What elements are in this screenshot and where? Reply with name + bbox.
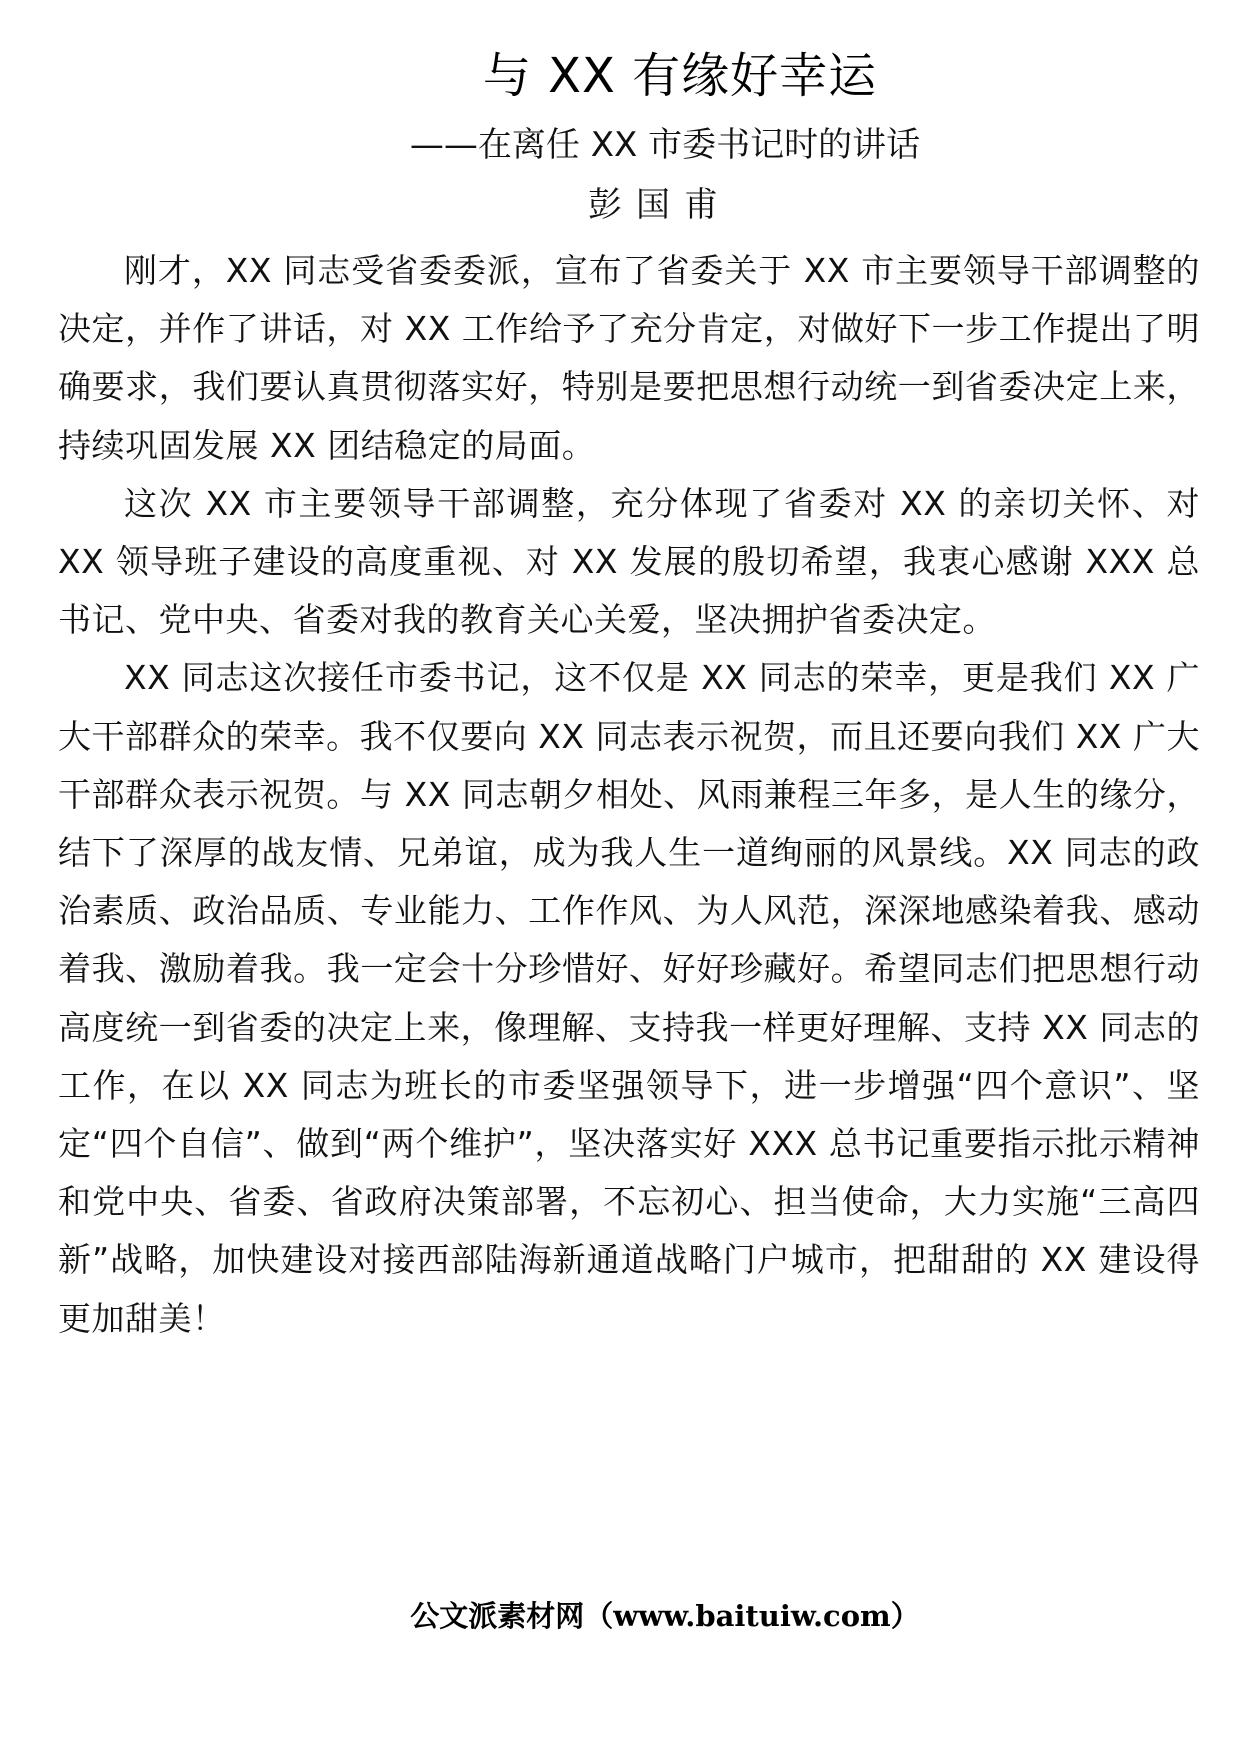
paragraph-3: XX 同志这次接任市委书记，这不仅是 XX 同志的荣幸，更是我们 XX 广大干部群众的荣幸。我不仅要向 XX 同志表示祝贺，而且还要向我们 XX 广大干部群众表示祝贺。与 XX 同志朝夕相处、风雨兼程三年多，是人生的缘分，结下了深厚的战友情、兄弟谊，成为我人生一道绚丽的风景线。XX 同志的政治素质、政治品质、专业能力、工作作风、为人风范，深深地感染着我、感动着我、激励着我。我一定会十分珍惜好、好好珍藏好。希望同志们把思想行动高度统一到省委的决定上来，像理解、支持我一样更好理解、支持 XX 同志的工作，在以 XX 同志为班长的市委坚强领导下，进一步增强“四个意识”、坚定“四个自信”、做到“两个维护”，坚决落实好 XXX 总书记重要指示批示精神和党中央、省委、省政府决策部署，不忘初心、担当使命，大力实施“三高四新”战略，加快建设对接西部陆海新通道战略门户城市，把甜甜的 XX 建设得更加甜美！ (58, 658, 1200, 1338)
paragraph-1: 刚才，XX 同志受省委委派，宣布了省委关于 XX 市主要领导干部调整的决定，并作了讲话，对 XX 工作给予了充分肯定，对做好下一步工作提出了明确要求，我们要认真贯彻落实好，特别是要把思想行动统一到省委决定上来，持续巩固发展 XX 团结稳定的局面。 (58, 251, 1200, 465)
paragraph-2: 这次 XX 市主要领导干部调整，充分体现了省委对 XX 的亲切关怀、对 XX 领导班子建设的高度重视、对 XX 发展的殷切希望，我衷心感谢 XXX 总书记、党中央、省委对我的教育关心关爱，坚决拥护省委决定。 (58, 483, 1200, 640)
document-title: 与 XX 有缘好幸运 (482, 48, 878, 104)
author-name: 彭国甫 (588, 185, 732, 225)
speech-body (58, 242, 1200, 1348)
footer-source: 公文派素材网（www.baituiw.com） (410, 1599, 920, 1633)
document-subtitle: ——在离任 XX 市委书记时的讲话 (409, 125, 921, 165)
